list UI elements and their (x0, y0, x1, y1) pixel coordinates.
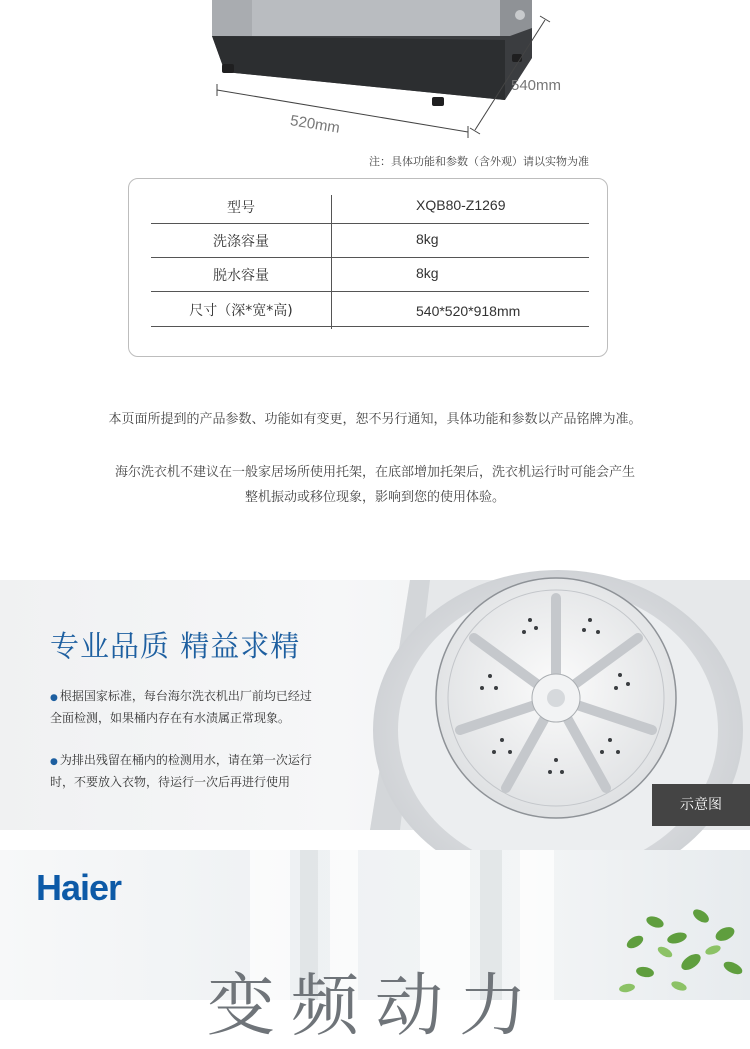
plant-decoration (615, 902, 750, 1000)
bullet-text: 为排出残留在桶内的检测用水，请在第一次运行 (59, 753, 312, 767)
bullet-dot-icon: ● (50, 757, 58, 767)
bullet-text: 时，不要放入衣物，待运行一次后再进行使用 (50, 775, 291, 789)
spec-row-model (151, 189, 589, 224)
spec-row-wash-capacity (151, 223, 589, 258)
quality-title: 专业品质 精益求精 (50, 629, 301, 663)
quality-banner (0, 580, 750, 830)
quality-bullet-inspection (50, 686, 360, 728)
bullet-text: 全面检测，如果桶内存在有水渍属正常现象。 (50, 711, 291, 725)
spec-value: 540*520*918mm (416, 303, 521, 319)
spec-value: 8kg (416, 265, 439, 281)
bullet-dot-icon: ● (50, 693, 58, 703)
illustration-tag: 示意图 (652, 784, 750, 826)
appearance-note: 注：具体功能和参数（含外观）请以实物为准 (369, 155, 589, 168)
bracket-warning-line1: 海尔洗衣机不建议在一般家居场所使用托架，在底部增加托架后，洗衣机运行时可能会产生 (114, 465, 635, 480)
bracket-warning-line2: 整机振动或移位现象，影响到您的使用体验。 (244, 490, 505, 505)
quality-bullet-first-run (50, 750, 360, 792)
width-dimension-label: 520mm (288, 112, 342, 137)
washer-base-drawing (0, 0, 750, 175)
spec-value: 8kg (416, 231, 439, 247)
product-dimension-illustration (0, 0, 750, 175)
spec-label: 脱水容量 (213, 268, 269, 284)
spec-label: 型号 (227, 200, 255, 216)
spec-label: 尺寸（深*宽*高) (189, 303, 293, 319)
bullet-text: 根据国家标准，每台海尔洗衣机出厂前均已经过 (59, 689, 312, 703)
spec-value: XQB80-Z1269 (416, 197, 506, 213)
spec-row-size (151, 292, 589, 327)
spec-row-spin-capacity (151, 257, 589, 292)
spec-label: 洗涤容量 (213, 234, 269, 250)
depth-dimension-label: 540mm (511, 77, 562, 94)
spec-table (128, 178, 608, 357)
haier-logo: Haier (36, 867, 122, 908)
disclaimer-text: 本页面所提到的产品参数、功能如有变更，恕不另行通知，具体功能和参数以产品铭牌为准。 (108, 412, 642, 427)
haier-banner (0, 850, 750, 1046)
banner-slogan: 变频动力 (207, 967, 544, 1046)
